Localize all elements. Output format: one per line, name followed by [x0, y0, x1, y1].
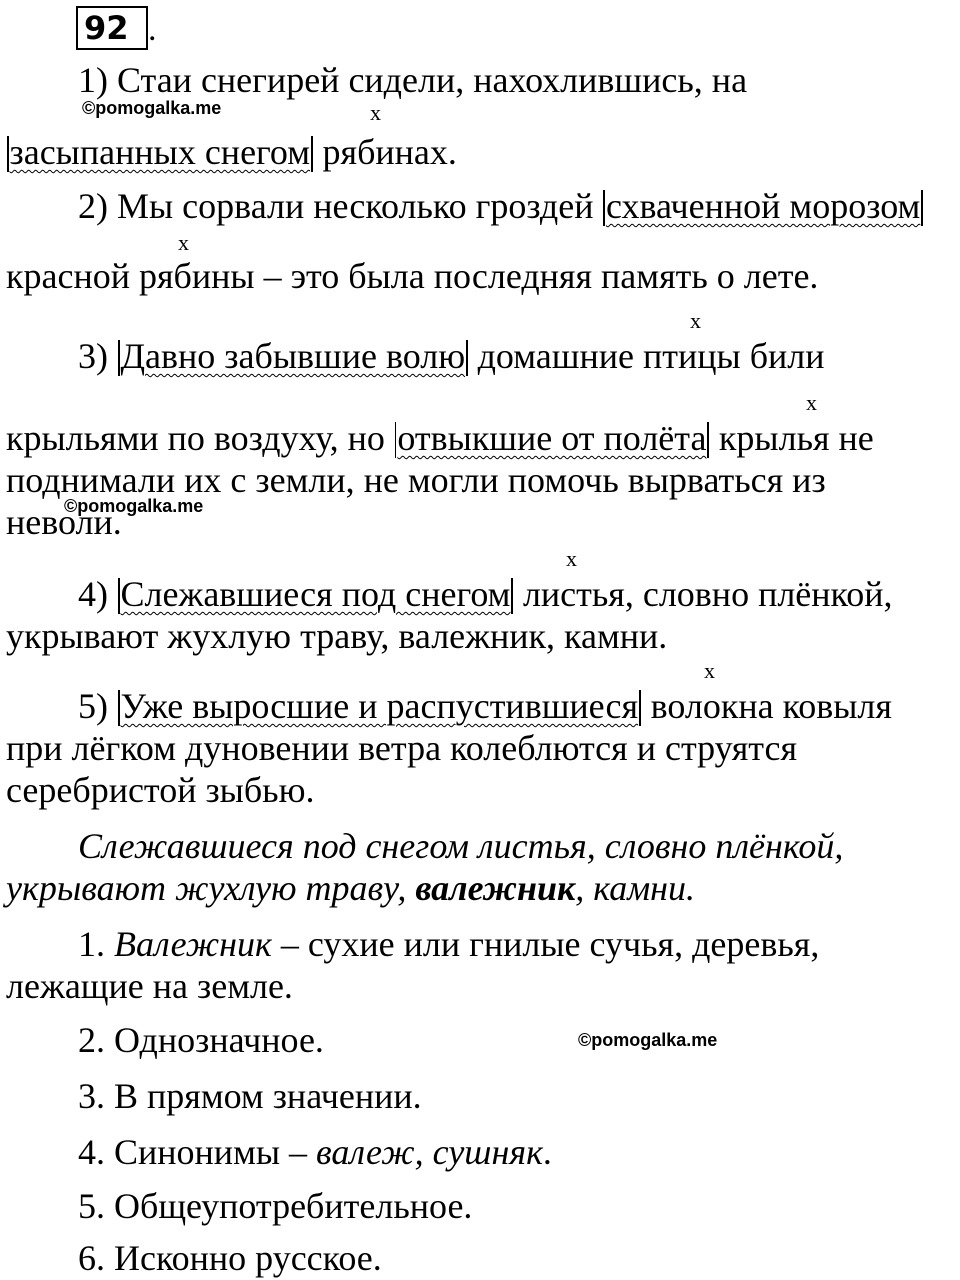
- task-number-box: [76, 6, 148, 50]
- watermark: ©pomogalka.me: [64, 496, 204, 516]
- s3-line1-pre: 3): [78, 336, 117, 376]
- participle-boundary: [311, 136, 313, 172]
- analysis-item-1-num: 1.: [78, 924, 114, 964]
- participial-phrase: отвыкшие от полёта: [397, 418, 707, 458]
- analysis-item-2: 2. Однозначное.: [78, 1020, 324, 1060]
- example-line2-post: , камни.: [575, 868, 696, 908]
- participial-phrase: Слежавшиеся под снегом: [120, 574, 511, 614]
- x-mark: x: [806, 390, 817, 415]
- example-line2: [6, 868, 695, 908]
- s5-line1-rest: волокна ковыля: [641, 686, 892, 726]
- analyzed-word: валежник: [415, 868, 576, 908]
- s3-line2: [6, 418, 874, 458]
- s1-line1: 1) Стаи снегирей сидели, нахохлившись, на: [78, 60, 748, 100]
- participial-phrase: Давно забывшие волю: [120, 336, 466, 376]
- x-mark: x: [690, 308, 701, 333]
- s1-line2-rest: рябинах.: [313, 132, 457, 172]
- participle-boundary: [639, 690, 641, 726]
- s4-line1-rest: листья, словно плёнкой,: [513, 574, 893, 614]
- participial-phrase: Уже выросшие и распустившиеся: [120, 686, 639, 726]
- s3-line3: поднимали их с земли, не могли помочь вырваться из: [6, 460, 826, 500]
- x-mark: x: [566, 546, 577, 571]
- analysis-item-3: 3. В прямом значении.: [78, 1076, 422, 1116]
- example-line1: Слежавшиеся под снегом листья, словно плёнкой,: [78, 826, 844, 866]
- analysis-item-4-post: .: [542, 1132, 552, 1172]
- analysis-item-1: [78, 924, 819, 964]
- x-mark: x: [178, 230, 189, 255]
- s3-line1-rest: домашние птицы били: [468, 336, 825, 376]
- analysis-item-4: [78, 1132, 552, 1172]
- s4-line1: [78, 574, 892, 614]
- participial-phrase: засыпанных снегом: [9, 132, 311, 172]
- synonyms: валеж, сушняк: [316, 1132, 543, 1172]
- s5-line3: серебристой зыбью.: [6, 770, 315, 810]
- s5-line2: при лёгком дуновении ветра колеблются и струятся: [6, 728, 798, 768]
- analysis-item-5: 5. Общеупотребительное.: [78, 1186, 473, 1226]
- analysis-item-6: 6. Исконно русское.: [78, 1238, 382, 1278]
- participle-boundary: [921, 190, 923, 226]
- participial-phrase: схваченной морозом: [605, 186, 921, 226]
- participle-boundary: [603, 190, 605, 226]
- task-number: 92: [84, 9, 129, 47]
- watermark: ©pomogalka.me: [82, 98, 222, 118]
- s2-line2: красной рябины – это была последняя память о лете.: [6, 256, 819, 296]
- analysis-word: Валежник: [114, 924, 272, 964]
- participle-boundary: [118, 578, 120, 614]
- participle-boundary: [118, 690, 120, 726]
- s4-line1-pre: 4): [78, 574, 117, 614]
- s3-line2-rest: крылья не: [709, 418, 874, 458]
- analysis-item-1-rest: – сухие или гнилые сучья, деревья,: [271, 924, 820, 964]
- s3-line2-pre: крыльями по воздуху, но: [6, 418, 394, 458]
- participle-boundary: [466, 340, 468, 376]
- participle-boundary: [707, 422, 709, 458]
- example-line2-pre: укрывают жухлую траву,: [6, 868, 416, 908]
- s2-line1: [78, 186, 924, 226]
- participle-boundary: [511, 578, 513, 614]
- analysis-item-1-line2: лежащие на земле.: [6, 966, 293, 1006]
- participle-boundary: [7, 136, 9, 172]
- s3-line1: [78, 336, 825, 376]
- analysis-item-4-pre: 4. Синонимы –: [78, 1132, 317, 1172]
- participle-boundary: [118, 340, 120, 376]
- s5-line1: [78, 686, 892, 726]
- s3-line4: неволи.: [6, 502, 122, 542]
- x-mark: x: [704, 658, 715, 683]
- x-mark: x: [370, 100, 381, 125]
- watermark: ©pomogalka.me: [578, 1030, 718, 1050]
- s5-line1-pre: 5): [78, 686, 117, 726]
- s1-line2: [6, 132, 457, 172]
- s4-line2: укрывают жухлую траву, валежник, камни.: [6, 616, 668, 656]
- task-number-dot: .: [148, 11, 157, 48]
- s2-line1-pre: 2) Мы сорвали несколько гроздей: [78, 186, 603, 226]
